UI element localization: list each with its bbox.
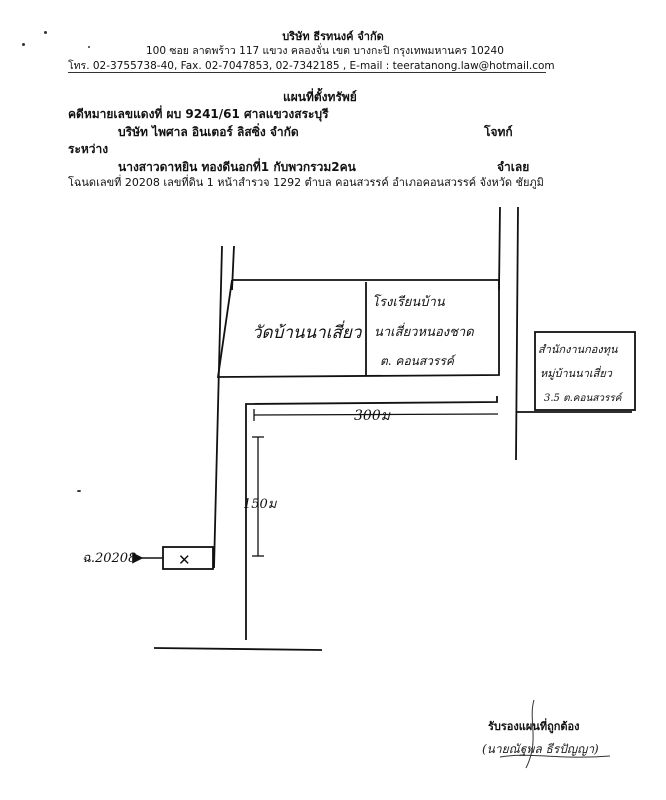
company-name: บริษัท ธีรทนงค์ จำกัด <box>282 30 384 43</box>
scan-speck <box>88 46 90 48</box>
plaintiff-role: โจทก์ <box>484 125 513 139</box>
school-label-line2: นาเสี่ยวหนองชาด <box>374 325 474 340</box>
defendant-name: นางสาวดาหยิน ทองดีนอกที่1 กับพวกรวม2คน <box>118 160 356 174</box>
document-title: แผนที่ตั้งทรัพย์ <box>283 90 357 104</box>
distance-horizontal-label: 300ม <box>354 408 390 424</box>
road-left-outer <box>214 246 222 568</box>
between-label: ระหว่าง <box>68 142 109 156</box>
certification-text: รับรองแผนที่ถูกต้อง <box>488 720 580 733</box>
school-label-line3: ต. คอนสวรรค์ <box>380 354 454 368</box>
office-label-line1: สำนักงานกองทุน <box>538 343 618 356</box>
road-right-inner <box>499 207 500 290</box>
parcel-label: ฉ.20208 <box>82 551 137 566</box>
scan-speck <box>22 43 25 46</box>
deed-details: โฉนดเลขที่ 20208 เลขที่ดิน 1 หน้าสำรวจ 1292 ตำบล คอนสวรรค์ อำเภอคอนสวรรค์ จังหวัด ชัยภูมิ <box>68 176 544 189</box>
scan-speck <box>77 490 81 492</box>
scan-speck <box>44 31 47 34</box>
defendant-role: จำเลย <box>497 160 530 174</box>
temple-label: วัดบ้านนาเสี่ยว <box>252 323 362 343</box>
case-number: คดีหมายเลขแดงที่ ผบ 9241/61 ศาลแขวงสระบุรี <box>68 107 329 121</box>
office-label-line2: หมู่บ้านนาเสี่ยว <box>540 367 612 380</box>
road-bottom <box>154 648 322 650</box>
parcel-mark: ✕ <box>178 551 191 569</box>
signer-name: (นายณัฐพล ธีรปัญญา) <box>482 742 599 756</box>
office-label-line3: 3.5 ต.คอนสวรรค์ <box>544 393 622 404</box>
road-right-outer <box>516 207 518 460</box>
company-address: 100 ซอย ลาดพร้าว 117 แขวง คลองจั่น เขต บางกะปิ กรุงเทพมหานคร 10240 <box>146 45 504 57</box>
company-contact: โทร. 02-3755738-40, Fax. 02-7047853, 02-7342185 , E-mail : teeratanong.law@hotmail.com <box>68 60 555 72</box>
school-label-line1: โรงเรียนบ้าน <box>372 295 445 310</box>
road-lower-edge <box>246 396 497 640</box>
plaintiff-name: บริษัท ไพศาล อินเตอร์ ลิสซิ่ง จำกัด <box>118 125 299 139</box>
distance-vertical-label: 150ม <box>243 497 277 512</box>
